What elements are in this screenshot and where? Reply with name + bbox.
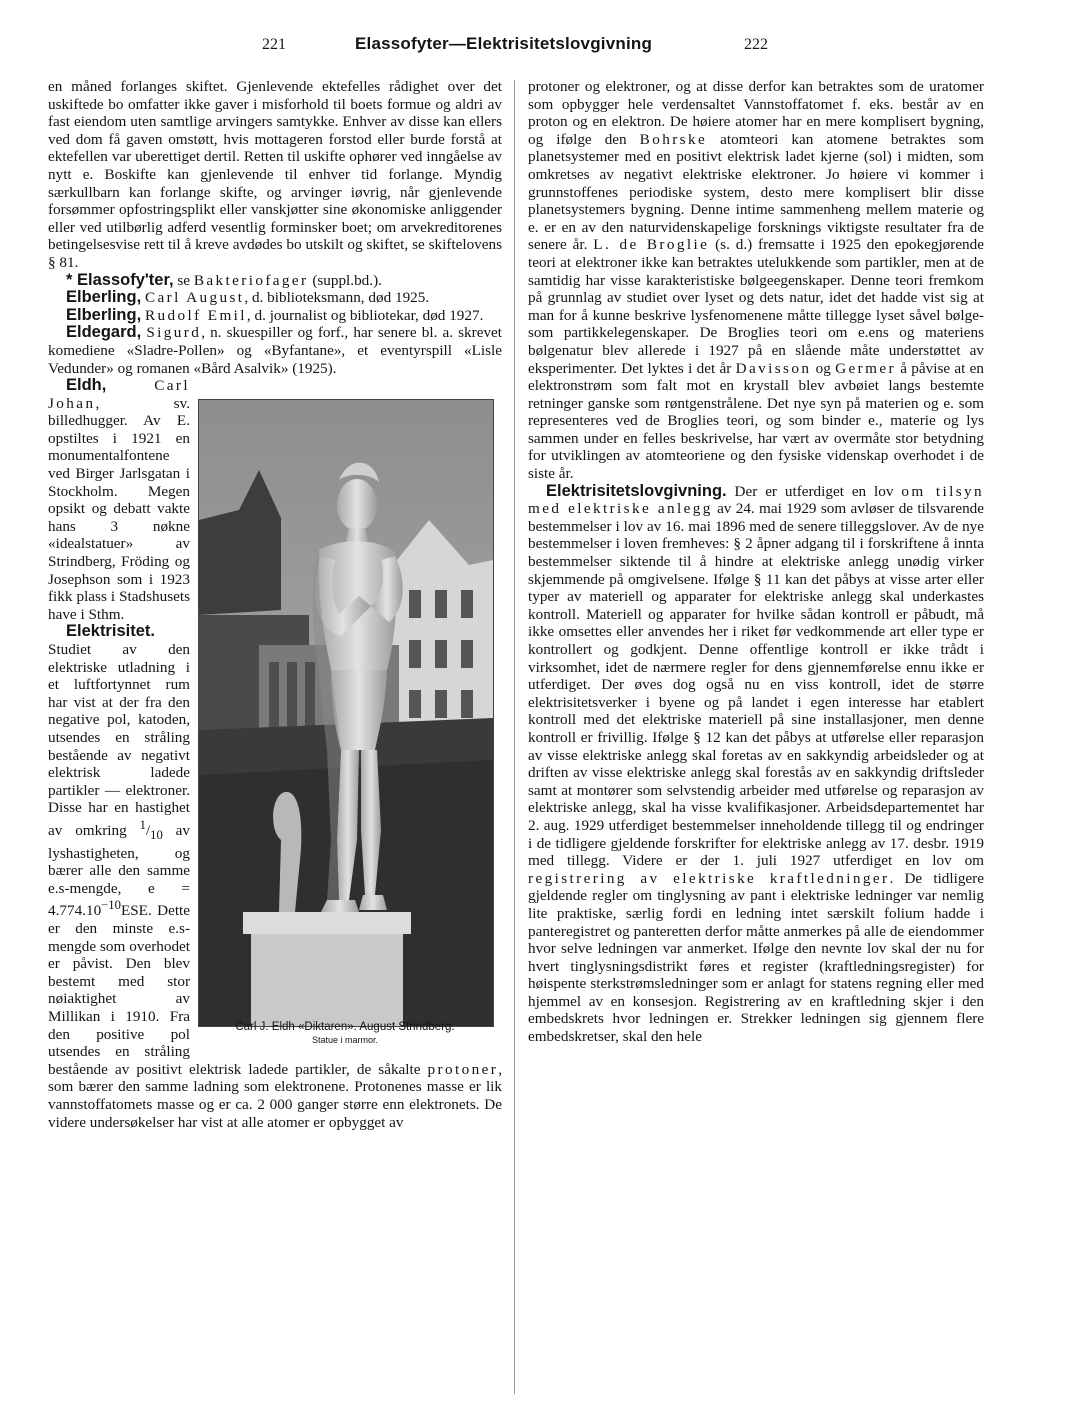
cross-reference: Bakteriofager <box>193 271 309 289</box>
person-name: Carl Johan <box>48 377 190 412</box>
law-title-registrering: registrering av elektriske kraftledninger <box>528 869 890 887</box>
entry-text: , sv. billedhugger. Av E. opstiltes i 1921 en monumentalfontene ved Birger Jarlsgatan i Stockholm. Megen opsikt og debatt vakte hans 3 nøkne «idealstatuer» av Strindberg, Fröding og Josephson som i 1923 fikk plass i Stadshusets have i Sthm. <box>48 394 190 623</box>
running-header <box>0 36 1080 62</box>
headword: * Elassofy'ter, <box>66 270 174 289</box>
term-protoner: protoner <box>427 1060 499 1078</box>
entry-text: se <box>173 271 194 289</box>
person-germer: Germer <box>835 359 896 377</box>
entry-text: og <box>811 359 836 377</box>
entry-eldegard <box>48 324 502 377</box>
person-davisson: Davisson <box>735 359 812 377</box>
exponent: −10 <box>101 898 121 913</box>
fraction-numerator: 1 <box>139 817 146 832</box>
left-column <box>48 78 502 1398</box>
entry-text: , som bærer den samme ladning som elektronene. Protonenes masse er lik vannstoffatomets masse og er ca. 2 000 ganger større enn elektronets. De videre undersøkelser har vist at alle atomer er opbygget av <box>48 1060 502 1131</box>
headword: Elektrisitetslovgivning. <box>546 481 727 500</box>
entry-text: (suppl.bd.). <box>308 271 382 289</box>
fraction-denominator: 10 <box>150 828 163 843</box>
caption-subtitle: Statue i marmor. <box>311 1035 379 1046</box>
entry-text: (s. d.) fremsatte i 1925 den epokegjørende teori at elektroner ikke kan betraktes utelukkende som partikler, men at de samtidig har visse karakteristiske bølgeegenskaper. Denne teori fremkom på grunnlag av studiet over lyset og dets natur, idet det hadde vist sig at man for å kunne beskrive lysfenomenene måtte tillegge lyset såvel bølge- som partikkelegenskaper. De Broglies teori om e.ens og materiens bølgenatur blev allerede i 1927 på en slående måte understøttet av eksperimenter. Det lyktes i det år <box>528 236 984 377</box>
person-de-broglie: L. de Broglie <box>593 236 710 254</box>
entry-text: av 24. mai 1929 som avløser de tilsvarende bestemmelser i lov av 16. mai 1896 med de senere tilleggslover. Av de nye bestemmelser i loven fremheves: § 2 åpner adgang til i forskriftene å innta bestemmelser siktende til å hindre at elektriske anlegg unødig virker skjemmende på omgivelsene. Ifølge § 11 kan det påbys at visse arter eller typer av materiell og apparater for elektriske anlegg skal underkastes kontroll. Materiell og apparater for hvilke sådan kontroll er påbudt, må ikke omsettes eller anvendes her i riket før vedkommende art eller type er kontrollert og godkjent. Denne offentlige kontroll er ikke trådt i virksomhet, idet de nærmere regler for dens gjennemførelse ennu ikke er utferdiget. Der øves dog også nu en viss kontroll, idet de større elektrisitetsverker i byene og på landet i egen interesse har etablert kontroll med det elektriske materiell på sine installasjoner, men denne kontroll er frivillig. Ifølge § 12 kan det påbys at utførelse eller reparasjon av visse elektriske anlegg skal foretas av en sakkyndig arbeidsleder og at driften av visse elektriske anlegg skal forestås av en sakkyndig driftsleder samt at montører som selvstendig arbeider med utførelse og reparasjon av elektriske anlegg, skal ha visse kvalifikasjoner. Arbeidsdepartementet har 2. aug. 1929 utferdiget bestemmelser inneholdende tillegg til og endringer i de tidligere gjeldende forskrifter for elektriske anlegg av 17. desbr. 1919 med tillegg. Videre er der 1. juli 1927 utferdiget en lov om <box>528 500 984 870</box>
paragraph-uskifte-continuation: en måned forlanges skiftet. Gjenlevende ektefelles rådighet over det uskiftede bo omfatter ikke gaver i misforhold til boets formue og aldri av fast eiendom uten samtlige arvingers samtykke. Enhver av disse kan ellers ved dom få gaven omstøtt, hvis mottageren forstod eller burde forstå at ektefellen var uberettiget dertil. Retten til uskifte ophører ved inngåelse av nytt e. Boskifte kan gjenlevende til enhver tid forlange. Myndig særkullbarn kan forlange skifte, og arvinger iøvrig, når gjenlevende forsømmer opfostringsplikt eller vanskjøtter sine økonomiske anliggender eller ved utilbørlig adferd vesentlig forminsker boet; om arvekreditorenes betingelsesvise rett til å kreve avdødes bo utskilt og skiftet, se skiftelovens § 81. <box>48 78 502 271</box>
statue-figure <box>196 381 508 1053</box>
headword: Elberling, <box>66 288 142 307</box>
entry-text: Der er utferdiget en lov <box>726 482 902 500</box>
law-title-tilsyn: om tilsyn med elektriske anlegg <box>528 482 985 518</box>
statue-illustration <box>199 400 493 1026</box>
term-bohrske: Bohrske <box>639 130 708 148</box>
entry-text: ESE. Dette er den minste e.s-mengde som overhodet er påvist. Den blev bestemt med stor nøiaktighet av Millikan i 1910. Fra den positive pol utsendes en stråling bestående av positivt elektrisk ladede partikler, de såkalte <box>48 902 428 1078</box>
caption-title: Carl J. Eldh «Diktaren». August Strindberg. <box>235 1021 455 1034</box>
page-number-right: 222 <box>744 36 768 53</box>
entry-text: protoner og elektroner, og at disse derfor kan betraktes som de uratomer som opbygger hele verdensaltet Vannstoffatomet f. eks. består av en proton og en elektron. De høiere atomer har en mere komplisert bygning, og ifølge den <box>528 78 984 148</box>
running-head-title: Elassofyter—Elektrisitetslovgivning <box>355 34 653 53</box>
person-name: Carl August <box>144 289 245 307</box>
entry-elberling-rudolf <box>48 307 502 325</box>
column-divider <box>514 80 515 1394</box>
paragraph-elektrisitet-continuation <box>528 78 984 483</box>
entry-text: å påvise at en elektronstrøm som falt mot en krystall blev avbøiet langs bestemte retninger ganske som røntgenstrålene. Det nye syn på materien og e. som representeres ved de Broglies teori, og som binder e., materie og lys sammen under en felles beskrivelse, har vært av overmåte stor betydning for utviklingen av atomteoriene og den fysiske videnskap overhodet i de siste år. <box>528 359 985 483</box>
right-column <box>528 78 984 1398</box>
headword: Eldegard, <box>66 323 142 342</box>
entry-text: , d. biblioteksmann, død 1925. <box>244 289 430 307</box>
entry-elberling-carl <box>48 289 502 307</box>
headword: Eldh, <box>66 376 107 395</box>
headword: Elektrisitet. <box>66 622 155 641</box>
person-name: Rudolf Emil <box>144 306 247 324</box>
entry-elektrisitet: Elektrisitet. Studiet av den elektriske utladning i et luftfortynnet rum har vist at der fra den negative pol, katoden, utsendes en stråling bestående av negativt elektrisk ladede partikler — elektroner. Disse har en hastighet av omkring $^1/_{10}$ av lyshastigheten, og bærer alle den samme e.s-mengde, $e = 4.774.10^{-10}ESE$. Dette er den minste e.s-mengde som overhodet er påvist. Den blev bestemt med stor nøiaktighet av Millikan i 1910. Fra den positive pol utsendes en stråling bestående av positivt elektrisk ladede partikler, de såkalte protoner, som bærer den samme ladning som elektronene. Protonenes masse er lik vannstoffatomets masse og er ca. 2 000 ganger større enn elektronets. De videre undersøkelser har vist at alle atomer er opbygget av <box>48 622 502 1131</box>
entry-elektrisitetslovgivning <box>528 483 984 1046</box>
headword: Elberling, <box>66 305 142 324</box>
entry-text: atomteori kan atomene betraktes som planetsystemer med en positivt elektrisk ladet kjerne (sol) i midten, som omkretses av negativt elektriske elektroner. Jo høiere vi kommer i grunnstoffenes periodiske system, desto mere komplisert blir disse planetsystemers bygning. Denne intime sammenheng mellem materie og e. er en av den naturvidenskapelige forsknings viktigste resultater fra de senere år. <box>528 130 984 254</box>
entry-text: Studiet av den elektriske utladning i et luftfortynnet rum har vist at der fra den negative pol, katoden, utsendes en stråling bestående av negativt elektrisk ladede partikler — elektroner. Disse har en hastighet av omkring <box>48 641 190 839</box>
page-number-left: 221 <box>262 36 286 53</box>
person-name: Sigurd <box>146 324 202 342</box>
entry-text: , n. skuespiller og forf., har senere bl. a. skrevet komediene «Sladre-Pollen» og «Byfantane», et eventyrspill «Lisle Vedunder» og romanen «Bård Asalvik» (1925). <box>48 324 503 377</box>
entry-text: . De tidligere gjeldende regler om tinglysning av pant i elektriske ledninger var nemlig lite praktiske, særlig fordi en ledning intet særskilt folium hadde i panteregistret og panteretten derfor måtte anmerkes på alle de eiendommer hvor selve ledningen var anmerket. Ifølge den nevnte lov skal der nu for hvert tinglysningsdistrikt føres et register (kraftledningsregister) for høispente sterkstrømsledninger som er anlagt for statens regning eller med hjemmel av en konsesjon. Registrering av en kraftledning skjer i den embedskrets hvor ledningen er. Strekker ledningen sig gjennem flere embedskretser, skal den hele <box>528 869 984 1046</box>
entry-text: , d. journalist og bibliotekar, død 1927. <box>246 306 484 324</box>
figure-caption <box>186 1020 504 1046</box>
entry-elassofyter <box>48 272 502 290</box>
entry-text: av lyshastigheten, og bærer alle den samme e.s-mengde, e = 4.774.10 <box>48 822 190 920</box>
statue-photo <box>198 399 494 1027</box>
